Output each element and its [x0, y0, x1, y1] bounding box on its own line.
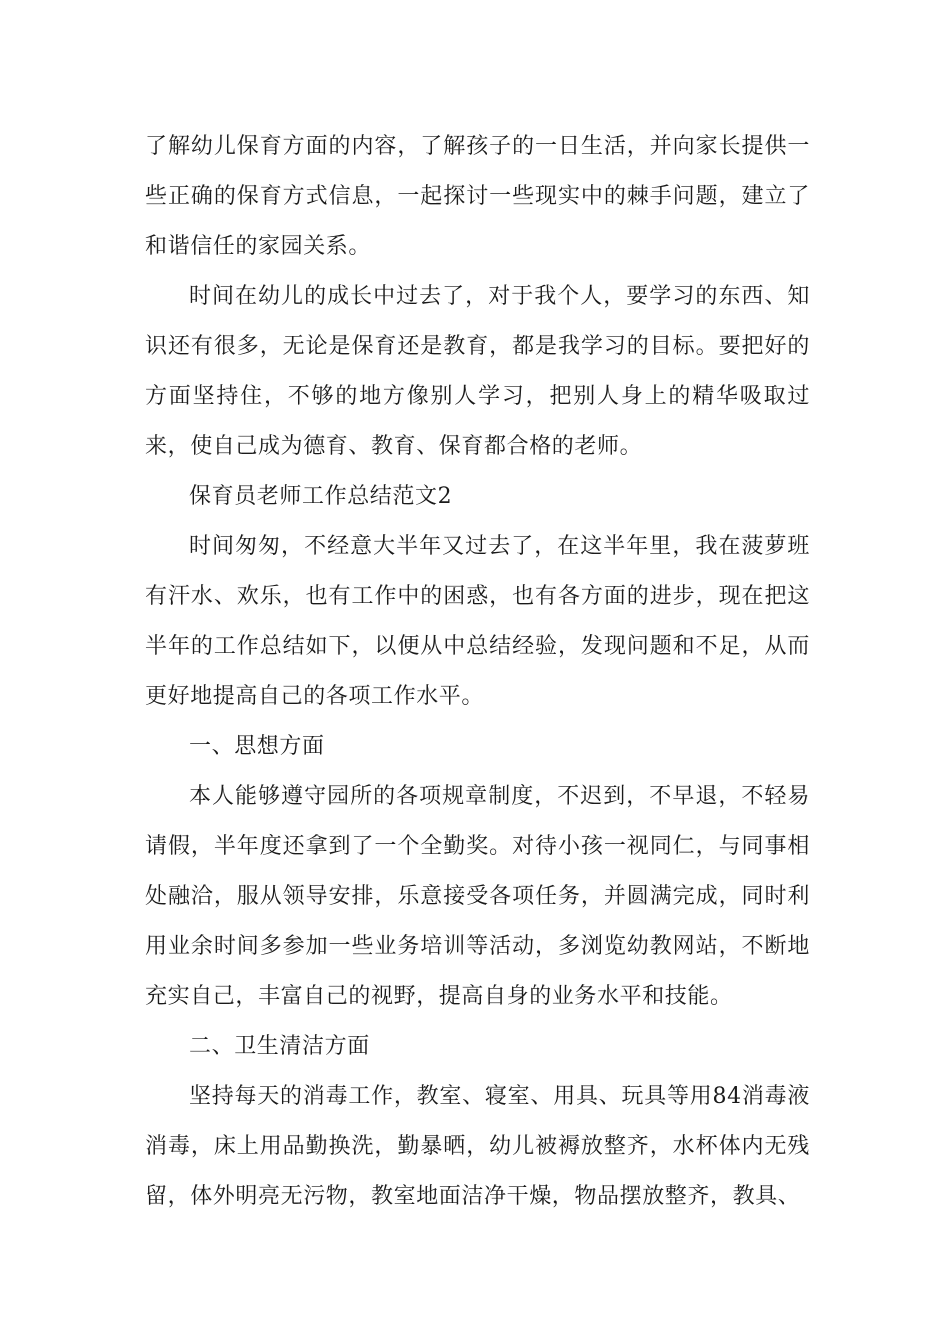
section-title: 保育员老师工作总结范文2: [189, 484, 453, 509]
section-heading: 一、思想方面: [189, 734, 325, 759]
paragraph: 本人能够遵守园所的各项规章制度，不迟到，不早退，不轻易请假，半年度还拿到了一个全勤奖。对待小孩一视同仁，与同事相处融洽，服从领导安排，乐意接受各项任务，并圆满完成，同时利用业余时间多参加一些业务培训等活动，多浏览幼教网站，不断地充实自己，丰富自己的视野，提高自身的业务水平和技能。: [145, 784, 810, 1009]
section-heading: 二、卫生清洁方面: [189, 1034, 370, 1059]
document-body: [145, 122, 810, 1222]
paragraph: 时间匆匆，不经意大半年又过去了，在这半年里，我在菠萝班有汗水、欢乐，也有工作中的困惑，也有各方面的进步，现在把这半年的工作总结如下，以便从中总结经验，发现问题和不足，从而更好地提高自己的各项工作水平。: [145, 534, 810, 709]
paragraph: 了解幼儿保育方面的内容，了解孩子的一日生活，并向家长提供一些正确的保育方式信息，一起探讨一些现实中的棘手问题，建立了和谐信任的家园关系。: [145, 134, 810, 259]
paragraph: 时间在幼儿的成长中过去了，对于我个人，要学习的东西、知识还有很多，无论是保育还是教育，都是我学习的目标。要把好的方面坚持住，不够的地方像别人学习，把别人身上的精华吸取过来，使自己成为德育、教育、保育都合格的老师。: [145, 284, 810, 459]
paragraph: 坚持每天的消毒工作，教室、寝室、用具、玩具等用84消毒液消毒，床上用品勤换洗，勤暴晒，幼儿被褥放整齐，水杯体内无残留，体外明亮无污物，教室地面洁净干燥，物品摆放整齐，教具、: [145, 1084, 810, 1209]
